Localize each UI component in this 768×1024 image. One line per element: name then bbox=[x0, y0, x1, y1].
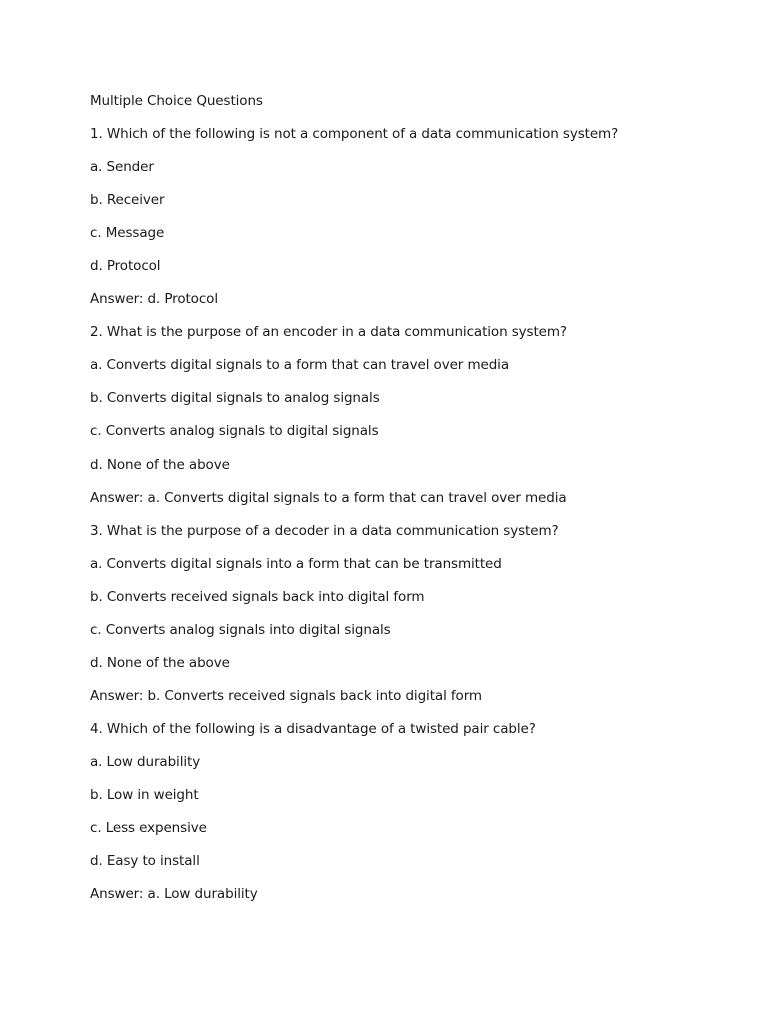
question-text: 3. What is the purpose of a decoder in a data communication system? bbox=[90, 522, 559, 539]
option-d: d. None of the above bbox=[90, 654, 230, 671]
document-body bbox=[90, 91, 730, 917]
question-block-1 bbox=[90, 124, 730, 309]
option-c: c. Message bbox=[90, 225, 165, 242]
option-b: b. Converts received signals back into digital form bbox=[90, 588, 425, 605]
option-c: c. Converts analog signals into digital signals bbox=[90, 621, 391, 638]
answer-text: Answer: d. Protocol bbox=[90, 291, 218, 308]
page-title: Multiple Choice Questions bbox=[90, 93, 263, 109]
option-c: c. Less expensive bbox=[90, 820, 207, 837]
question-block-4 bbox=[90, 719, 730, 904]
option-a: a. Converts digital signals to a form that can travel over media bbox=[90, 357, 509, 374]
answer-text: Answer: a. Low durability bbox=[90, 886, 258, 903]
option-a: a. Low durability bbox=[90, 753, 201, 770]
answer-text: Answer: b. Converts received signals back into digital form bbox=[90, 687, 482, 704]
option-d: d. Protocol bbox=[90, 258, 161, 275]
question-block-3 bbox=[90, 521, 730, 706]
option-c: c. Converts analog signals to digital signals bbox=[90, 423, 379, 440]
option-b: b. Low in weight bbox=[90, 786, 199, 803]
option-a: a. Sender bbox=[90, 159, 154, 176]
option-d: d. Easy to install bbox=[90, 853, 200, 870]
question-text: 1. Which of the following is not a component of a data communication system? bbox=[90, 126, 619, 143]
option-b: b. Converts digital signals to analog signals bbox=[90, 390, 380, 407]
question-text: 4. Which of the following is a disadvantage of a twisted pair cable? bbox=[90, 720, 536, 737]
option-b: b. Receiver bbox=[90, 192, 165, 209]
answer-text: Answer: a. Converts digital signals to a form that can travel over media bbox=[90, 489, 567, 506]
option-a: a. Converts digital signals into a form that can be transmitted bbox=[90, 555, 502, 572]
option-d: d. None of the above bbox=[90, 456, 230, 473]
question-block-2 bbox=[90, 322, 730, 507]
question-text: 2. What is the purpose of an encoder in a data communication system? bbox=[90, 324, 567, 341]
